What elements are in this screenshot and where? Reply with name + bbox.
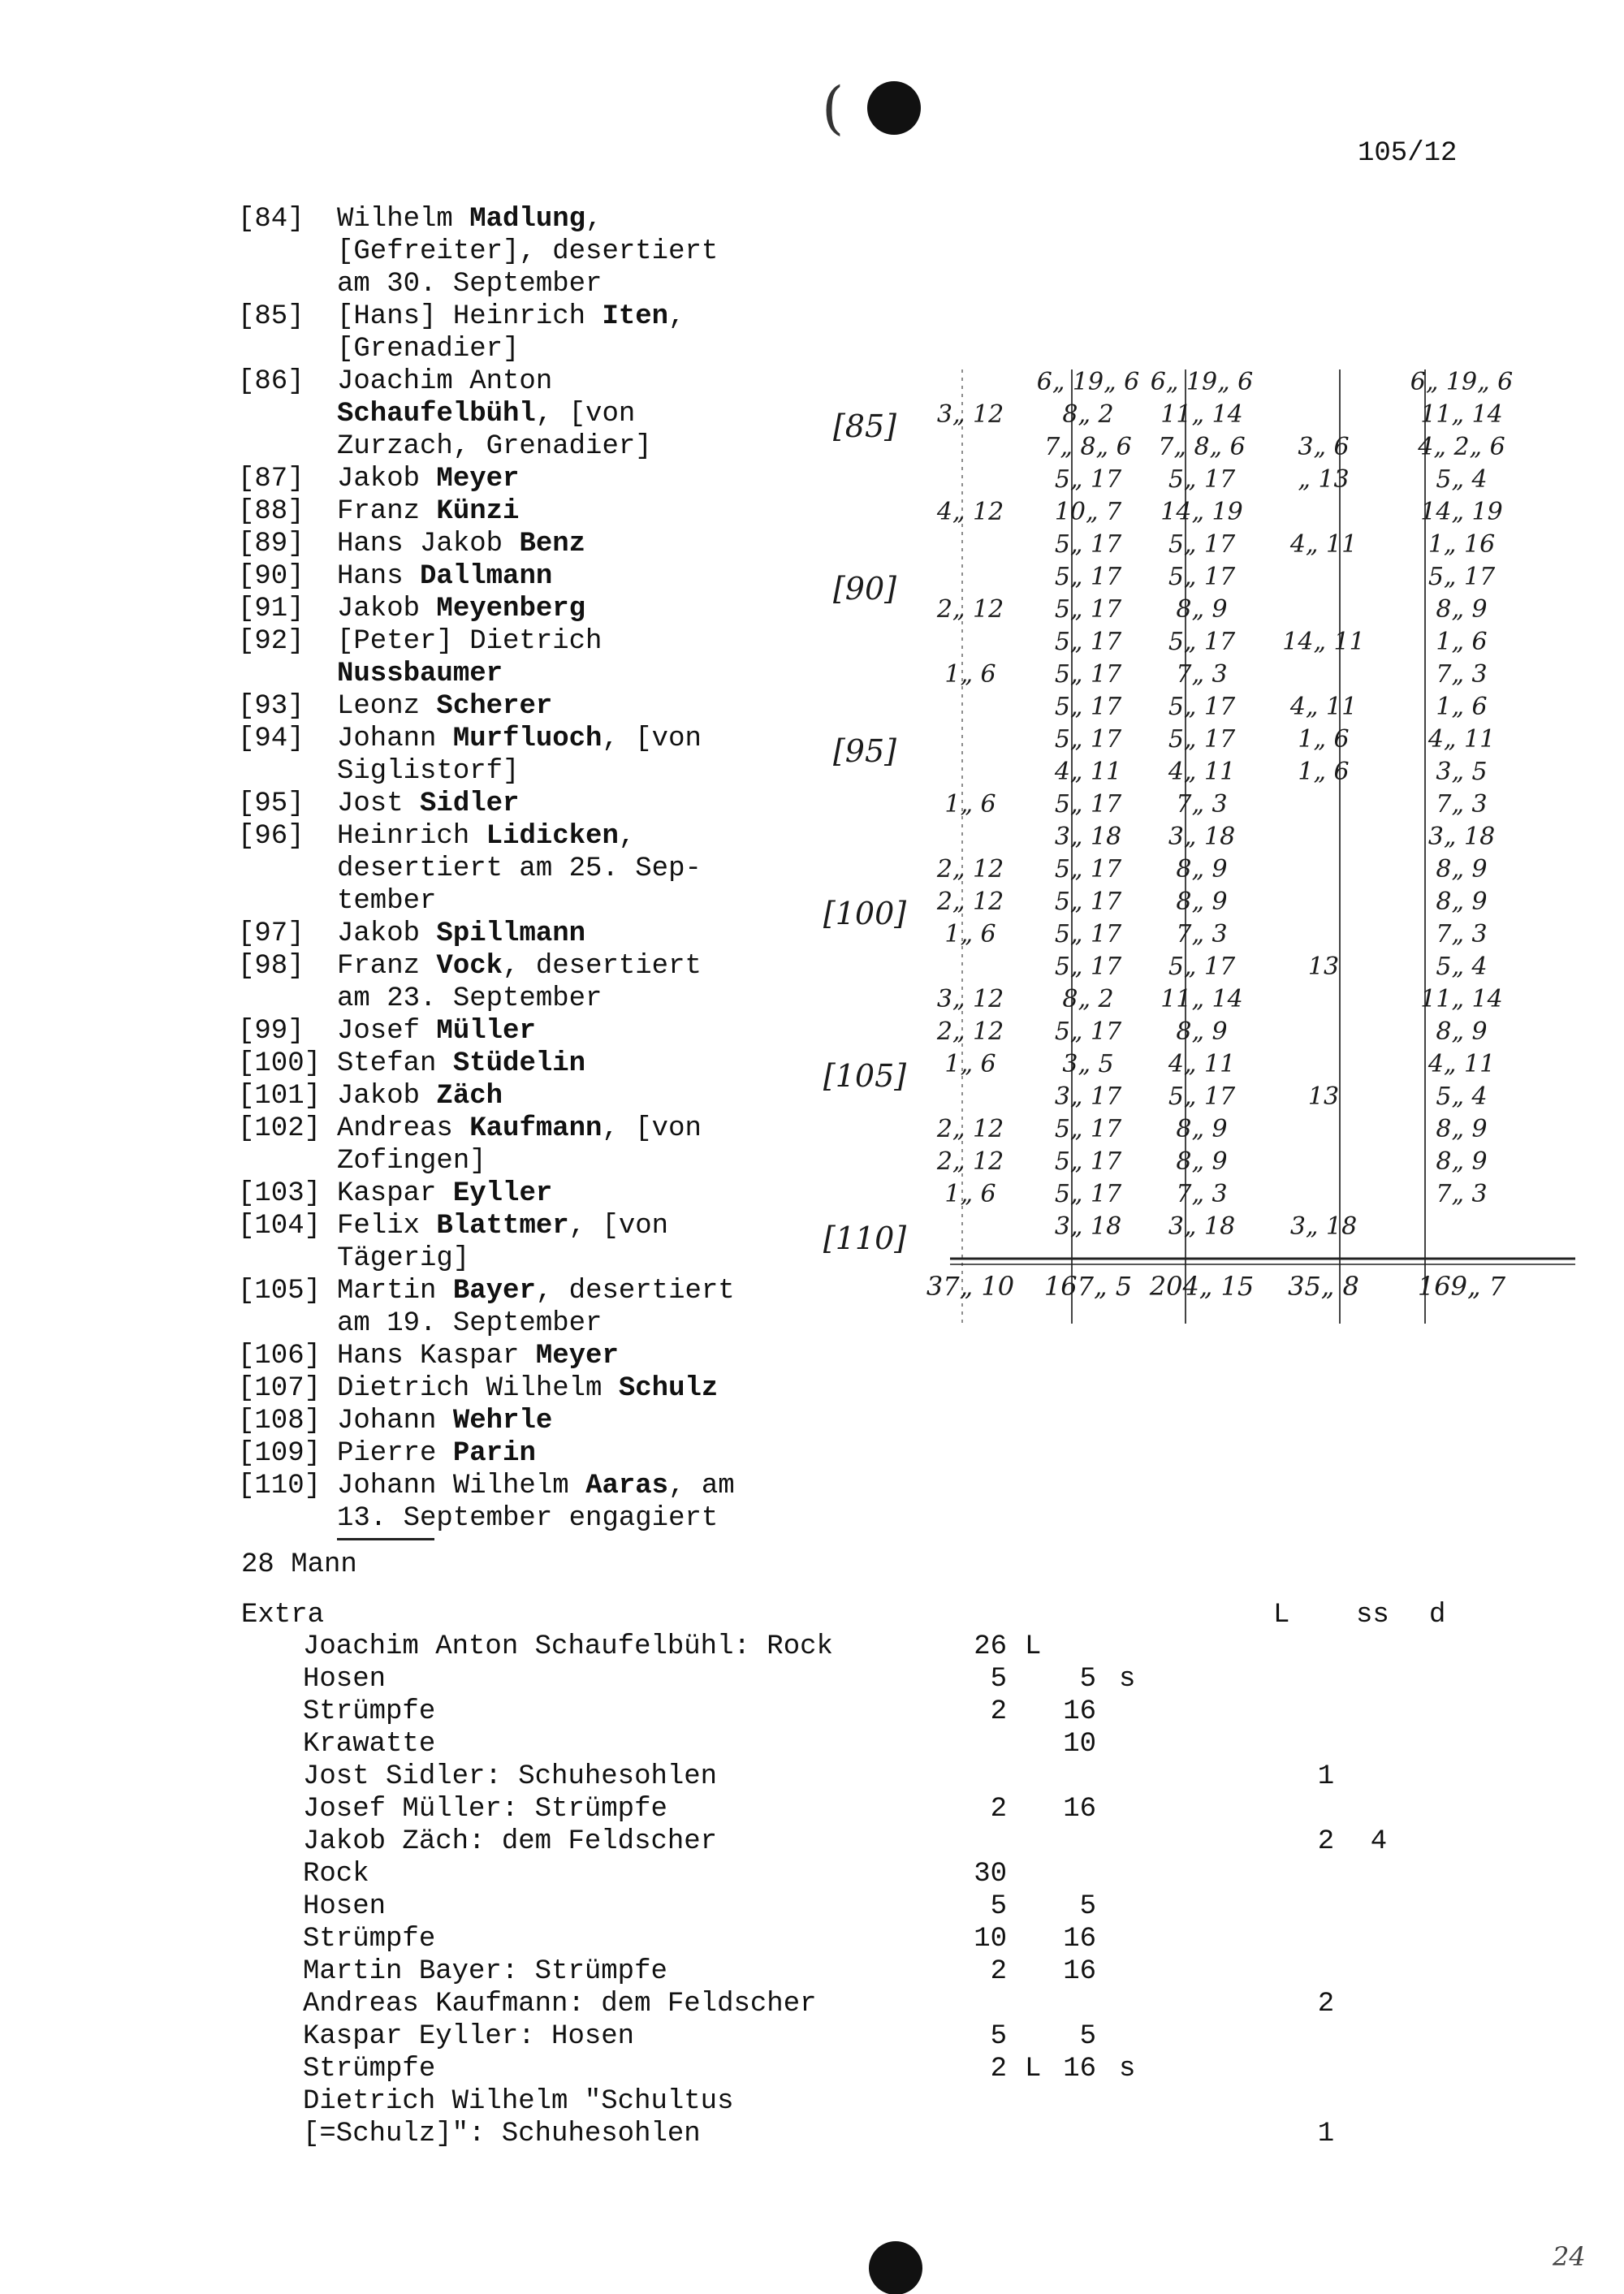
roster-line: Jakob Meyenberg <box>337 594 586 624</box>
extra-c1: 26 <box>974 1631 1007 1662</box>
ledger-cell: 1„ 6 <box>944 790 996 819</box>
roster-line: am 23. September <box>337 983 603 1014</box>
ledger-cell: 8„ 9 <box>1436 1017 1488 1046</box>
roster-number: [92] <box>238 626 304 657</box>
roster-entry <box>238 1470 936 1535</box>
ledger-cell: 1„ 6 <box>1298 725 1350 754</box>
roster-line: Jakob Meyer <box>337 464 520 495</box>
extra-d1: 1 <box>1317 1761 1335 1792</box>
roster-line: desertiert am 25. Sep- <box>337 853 702 884</box>
extra-label: Hosen <box>303 1664 387 1695</box>
extra-row <box>0 1663 1624 1696</box>
ledger-cell: 3„ 18 <box>1168 823 1236 851</box>
extra-label: Joachim Anton Schaufelbühl: Rock <box>303 1631 833 1662</box>
ledger-cell: 2„ 12 <box>936 1115 1004 1143</box>
ledger-cell: 4„ 12 <box>936 498 1004 526</box>
roster-line: Hans Dallmann <box>337 561 553 592</box>
ledger-total: 35„ 8 <box>1288 1271 1359 1302</box>
ledger-cell: 5„ 17 <box>1168 530 1236 559</box>
extra-label: Andreas Kaufmann: dem Feldscher <box>303 1989 817 2020</box>
ledger-cell: 8„ 2 <box>1062 985 1114 1013</box>
ledger-cell: 5„ 17 <box>1427 563 1496 591</box>
ledger-cell: 2„ 12 <box>936 888 1004 916</box>
corner-note: 24 <box>1553 2241 1586 2272</box>
roster-line: Pierre Parin <box>337 1438 536 1469</box>
ledger-cell: 1„ 6 <box>944 660 996 689</box>
ledger-total: 204„ 15 <box>1149 1271 1255 1302</box>
roster-line: [Grenadier] <box>337 334 520 365</box>
ledger-cell: 3„ 5 <box>1436 758 1488 786</box>
roster-number: [87] <box>238 464 304 495</box>
extra-row <box>0 2085 1624 2118</box>
roster-entry <box>238 1340 936 1372</box>
ledger-cell: 14„ 19 <box>1160 498 1243 526</box>
ledger-cell: 7„ 8„ 6 <box>1158 433 1246 461</box>
extra-d2: 4 <box>1370 1826 1388 1857</box>
extra-c1: 5 <box>990 1891 1007 1922</box>
ledger-cell: 2„ 12 <box>936 855 1004 883</box>
roster-entry <box>238 300 936 365</box>
roster-line: Jakob Spillmann <box>337 918 586 949</box>
ledger-cell: 5„ 17 <box>1054 1115 1122 1143</box>
roster-line: Tägerig] <box>337 1243 470 1274</box>
roster-line: Martin Bayer, desertiert <box>337 1276 735 1307</box>
ledger-cell: 4„ 11 <box>1289 530 1358 559</box>
ledger-cell: 5„ 17 <box>1054 465 1122 494</box>
ledger-cell: 8„ 9 <box>1176 1147 1228 1176</box>
extra-d1: 1 <box>1317 2119 1335 2149</box>
ledger-cell: 4„ 11 <box>1168 758 1236 786</box>
ledger-total: 169„ 7 <box>1417 1271 1506 1302</box>
roster-line: am 19. September <box>337 1308 603 1339</box>
roster-number: [86] <box>238 366 304 397</box>
ledger-cell: 6„ 19„ 6 <box>1410 368 1514 396</box>
roster-number: [95] <box>238 788 304 819</box>
extra-c1: 2 <box>990 2054 1007 2084</box>
extra-label: Strümpfe <box>303 2054 436 2084</box>
header-pounds: L <box>1273 1600 1290 1631</box>
roster-number: [93] <box>238 691 304 722</box>
ledger-cell: 4„ 11 <box>1054 758 1122 786</box>
extra-label: Josef Müller: Strümpfe <box>303 1794 667 1825</box>
ledger-cell: 5„ 17 <box>1054 920 1122 948</box>
ledger-cell: 1„ 6 <box>1436 693 1488 721</box>
roster-line: 13. September engagiert <box>337 1503 719 1534</box>
roster-number: [90] <box>238 561 304 592</box>
ledger-cell: 8„ 9 <box>1176 1017 1228 1046</box>
extra-label: Martin Bayer: Strümpfe <box>303 1956 667 1987</box>
ledger-marker: [95] <box>832 733 897 769</box>
roster-number: [96] <box>238 821 304 852</box>
extra-label: Strümpfe <box>303 1696 436 1727</box>
ledger-cell: 2„ 12 <box>936 1017 1004 1046</box>
header-schillings: ss <box>1356 1600 1389 1631</box>
roster-number: [85] <box>238 301 304 332</box>
extra-c1: 2 <box>990 1956 1007 1987</box>
extra-row <box>0 1988 1624 2020</box>
ledger-cell: 5„ 17 <box>1054 530 1122 559</box>
extra-c2: 5 <box>1079 1664 1096 1695</box>
roster-line: Nussbaumer <box>337 659 503 689</box>
ledger-cell: 5„ 17 <box>1054 888 1122 916</box>
ledger-cell: 5„ 17 <box>1168 693 1236 721</box>
ledger-cell: 1„ 6 <box>1298 758 1350 786</box>
ledger-cell: 3„ 12 <box>936 985 1004 1013</box>
ledger-cell: 5„ 17 <box>1054 628 1122 656</box>
extra-u1: L <box>1025 2054 1042 2084</box>
extra-c2: 10 <box>1063 1729 1096 1760</box>
ledger-cell: 7„ 3 <box>1176 920 1228 948</box>
roster-number: [110] <box>238 1471 322 1501</box>
roster-number: [108] <box>238 1406 322 1436</box>
extra-label: Kaspar Eyller: Hosen <box>303 2021 635 2052</box>
extra-u1: L <box>1025 1631 1042 1662</box>
ledger-marker: [110] <box>823 1220 907 1256</box>
ledger-cell: 5„ 17 <box>1054 855 1122 883</box>
extra-c1: 2 <box>990 1696 1007 1727</box>
ledger-cell: 1„ 6 <box>944 1180 996 1208</box>
ledger-marker: [100] <box>823 896 907 931</box>
ledger-cell: 8„ 9 <box>1436 855 1488 883</box>
roster-number: [94] <box>238 724 304 754</box>
ledger-cell: 8„ 2 <box>1062 400 1114 429</box>
extra-row <box>0 1793 1624 1825</box>
extra-label: Rock <box>303 1859 369 1890</box>
extra-d1: 2 <box>1317 1826 1335 1857</box>
roster-line: Leonz Scherer <box>337 691 553 722</box>
ledger-cell: 3„ 18 <box>1054 823 1122 851</box>
ledger-cell: 1„ 6 <box>944 1050 996 1078</box>
roster-line: Franz Vock, desertiert <box>337 951 702 982</box>
extra-c1: 10 <box>974 1924 1007 1955</box>
ledger-cell: 4„ 2„ 6 <box>1418 433 1505 461</box>
ledger-cell: 4„ 11 <box>1168 1050 1236 1078</box>
roster-line: Wilhelm Madlung, <box>337 204 603 235</box>
roster-number: [91] <box>238 594 304 624</box>
ledger-cell: 13 <box>1307 1082 1340 1111</box>
ledger-cell: 5„ 17 <box>1054 1147 1122 1176</box>
roster-line: Johann Wehrle <box>337 1406 553 1436</box>
ledger-cell: 14„ 19 <box>1420 498 1503 526</box>
extra-label: Krawatte <box>303 1729 436 1760</box>
roster-line: Siglistorf] <box>337 756 520 787</box>
ledger-cell: 3„ 18 <box>1054 1212 1122 1241</box>
extra-c2: 16 <box>1063 1696 1096 1727</box>
ledger-cell: 5„ 17 <box>1168 1082 1236 1111</box>
extra-row <box>0 1825 1624 1858</box>
extra-label: Hosen <box>303 1891 387 1922</box>
ledger-cell: 3„ 5 <box>1062 1050 1114 1078</box>
extra-row <box>0 1728 1624 1760</box>
roster-entry <box>238 1372 936 1405</box>
ledger-cell: 5„ 17 <box>1054 725 1122 754</box>
roster-line: Andreas Kaufmann, [von <box>337 1113 702 1144</box>
roster-line: Joachim Anton <box>337 366 553 397</box>
ledger-cell: 5„ 17 <box>1168 628 1236 656</box>
roster-number: [84] <box>238 204 304 235</box>
extra-c1: 2 <box>990 1794 1007 1825</box>
ledger-cell: 4„ 11 <box>1427 725 1496 754</box>
ledger-cell: 1„ 6 <box>944 920 996 948</box>
roster-number: [107] <box>238 1373 322 1404</box>
roster-line: Zurzach, Grenadier] <box>337 431 652 462</box>
ledger-cell: 5„ 17 <box>1054 660 1122 689</box>
ledger-total: 37„ 10 <box>926 1271 1015 1302</box>
roster-number: [98] <box>238 951 304 982</box>
ledger-cell: 5„ 17 <box>1168 563 1236 591</box>
ledger-marker: [90] <box>832 571 897 607</box>
extra-row <box>0 2118 1624 2150</box>
ledger-cell: 4„ 11 <box>1427 1050 1496 1078</box>
ledger-cell: 5„ 17 <box>1168 465 1236 494</box>
handwritten-ledger <box>820 357 1600 1332</box>
roster-divider <box>337 1538 434 1540</box>
extra-title: Extra <box>241 1600 325 1631</box>
extra-row <box>0 1890 1624 1923</box>
roster-number: [103] <box>238 1178 322 1209</box>
roster-line: Schaufelbühl, [von <box>337 399 636 430</box>
ledger-marker: [105] <box>823 1058 907 1094</box>
ledger-cell: 5„ 17 <box>1168 725 1236 754</box>
ledger-cell: 7„ 3 <box>1436 790 1488 819</box>
roster-number: [89] <box>238 529 304 559</box>
ledger-cell: 5„ 17 <box>1054 563 1122 591</box>
page-number: 105/12 <box>1358 138 1458 169</box>
ledger-cell: 8„ 9 <box>1436 1115 1488 1143</box>
ledger-cell: 6„ 19„ 6 <box>1036 368 1140 396</box>
ledger-cell: 5„ 17 <box>1054 693 1122 721</box>
ledger-cell: 4„ 11 <box>1289 693 1358 721</box>
ledger-cell: 3„ 18 <box>1168 1212 1236 1241</box>
roster-line: Stefan Stüdelin <box>337 1048 586 1079</box>
roster-line: Heinrich Lidicken, <box>337 821 636 852</box>
punch-hole-bottom <box>869 2241 922 2294</box>
extra-c2: 5 <box>1079 2021 1096 2052</box>
ledger-svg <box>820 357 1600 1332</box>
ledger-cell: 5„ 17 <box>1054 953 1122 981</box>
extra-u2: s <box>1119 1664 1136 1695</box>
ledger-cell: 8„ 9 <box>1176 855 1228 883</box>
header-pence: d <box>1429 1600 1446 1631</box>
ledger-cell: 10„ 7 <box>1054 498 1122 526</box>
total-count: 28 Mann <box>241 1549 357 1580</box>
ledger-cell: 3„ 18 <box>1427 823 1496 851</box>
ledger-cell: 5„ 4 <box>1436 953 1488 981</box>
ledger-cell: 8„ 9 <box>1176 595 1228 624</box>
extra-u2: s <box>1119 2054 1136 2084</box>
roster-entry <box>238 203 936 300</box>
extra-label: [=Schulz]": Schuhesohlen <box>303 2119 701 2149</box>
extra-d1: 2 <box>1317 1989 1335 2020</box>
extra-row <box>0 2020 1624 2053</box>
extra-label: Dietrich Wilhelm "Schultus <box>303 2086 734 2117</box>
ledger-cell: 1„ 6 <box>1436 628 1488 656</box>
ledger-cell: 5„ 17 <box>1168 953 1236 981</box>
roster-number: [99] <box>238 1016 304 1047</box>
roster-line: am 30. September <box>337 269 603 300</box>
ledger-cell: 7„ 8„ 6 <box>1044 433 1132 461</box>
roster-entry <box>238 1405 936 1437</box>
roster-line: [Peter] Dietrich <box>337 626 603 657</box>
extra-c2: 16 <box>1063 1794 1096 1825</box>
extra-c2: 5 <box>1079 1891 1096 1922</box>
ledger-cell: 7„ 3 <box>1436 1180 1488 1208</box>
extra-row <box>0 1955 1624 1988</box>
ledger-cell: 11„ 14 <box>1420 400 1503 429</box>
ledger-cell: 5„ 17 <box>1054 1017 1122 1046</box>
extra-row <box>0 1696 1624 1728</box>
extra-row <box>0 1760 1624 1793</box>
ledger-cell: 3„ 12 <box>936 400 1004 429</box>
roster-number: [106] <box>238 1341 322 1372</box>
extra-c1: 5 <box>990 1664 1007 1695</box>
ledger-cell: 8„ 9 <box>1176 1115 1228 1143</box>
roster-number: [109] <box>238 1438 322 1469</box>
ledger-cell: 14„ 11 <box>1282 628 1365 656</box>
roster-line: Jost Sidler <box>337 788 520 819</box>
extra-c2: 16 <box>1063 1924 1096 1955</box>
extra-c2: 16 <box>1063 2054 1096 2084</box>
extra-expense-list <box>0 1631 1624 2150</box>
ledger-cell: 3„ 6 <box>1298 433 1350 461</box>
ledger-cell: 1„ 16 <box>1427 530 1496 559</box>
ledger-cell: 11„ 14 <box>1420 985 1503 1013</box>
roster-line: [Hans] Heinrich Iten, <box>337 301 685 332</box>
roster-number: [102] <box>238 1113 322 1144</box>
ledger-cell: 7„ 3 <box>1176 1180 1228 1208</box>
roster-line: [Gefreiter], desertiert <box>337 236 719 267</box>
ledger-cell: 5„ 4 <box>1436 1082 1488 1111</box>
ledger-cell: 8„ 9 <box>1436 595 1488 624</box>
roster-line: Dietrich Wilhelm Schulz <box>337 1373 719 1404</box>
roster-line: Franz Künzi <box>337 496 520 527</box>
extra-label: Jakob Zäch: dem Feldscher <box>303 1826 718 1857</box>
roster-line: Hans Jakob Benz <box>337 529 586 559</box>
ledger-cell: „ 13 <box>1298 465 1350 494</box>
extra-row <box>0 1858 1624 1890</box>
ledger-cell: 7„ 3 <box>1176 790 1228 819</box>
ledger-cell: 5„ 17 <box>1054 595 1122 624</box>
ledger-cell: 3„ 18 <box>1289 1212 1358 1241</box>
extra-c2: 16 <box>1063 1956 1096 1987</box>
roster-line: Zofingen] <box>337 1146 486 1177</box>
ledger-cell: 11„ 14 <box>1160 985 1243 1013</box>
roster-line: Kaspar Eyller <box>337 1178 553 1209</box>
roster-line: Josef Müller <box>337 1016 536 1047</box>
ledger-cell: 8„ 9 <box>1436 888 1488 916</box>
extra-c1: 30 <box>974 1859 1007 1890</box>
ledger-cell: 6„ 19„ 6 <box>1150 368 1254 396</box>
extra-label: Jost Sidler: Schuhesohlen <box>303 1761 718 1792</box>
roster-line: Hans Kaspar Meyer <box>337 1341 619 1372</box>
ledger-cell: 2„ 12 <box>936 595 1004 624</box>
ledger-cell: 5„ 17 <box>1054 790 1122 819</box>
ledger-cell: 7„ 3 <box>1436 660 1488 689</box>
ledger-cell: 3„ 17 <box>1054 1082 1122 1111</box>
roster-number: [88] <box>238 496 304 527</box>
ledger-cell: 5„ 17 <box>1054 1180 1122 1208</box>
ledger-cell: 11„ 14 <box>1160 400 1243 429</box>
extra-c1: 5 <box>990 2021 1007 2052</box>
ledger-cell: 7„ 3 <box>1436 920 1488 948</box>
ledger-cell: 2„ 12 <box>936 1147 1004 1176</box>
punch-hole-bracket: ( <box>822 75 844 141</box>
extra-row <box>0 1631 1624 1663</box>
roster-number: [97] <box>238 918 304 949</box>
ledger-cell: 13 <box>1307 953 1340 981</box>
ledger-total: 167„ 5 <box>1043 1271 1133 1302</box>
ledger-cell: 8„ 9 <box>1176 888 1228 916</box>
ledger-cell: 7„ 3 <box>1176 660 1228 689</box>
extra-row <box>0 1923 1624 1955</box>
ledger-marker: [85] <box>832 408 897 444</box>
extra-row <box>0 2053 1624 2085</box>
roster-number: [104] <box>238 1211 322 1242</box>
roster-entry <box>238 1437 936 1470</box>
ledger-cell: 5„ 4 <box>1436 465 1488 494</box>
roster-line: Johann Wilhelm Aaras, am <box>337 1471 735 1501</box>
extra-label: Strümpfe <box>303 1924 436 1955</box>
roster-number: [100] <box>238 1048 322 1079</box>
roster-line: Felix Blattmer, [von <box>337 1211 669 1242</box>
roster-number: [101] <box>238 1081 322 1112</box>
roster-line: Jakob Zäch <box>337 1081 503 1112</box>
roster-number: [105] <box>238 1276 322 1307</box>
ledger-cell: 8„ 9 <box>1436 1147 1488 1176</box>
punch-hole-top <box>867 81 921 135</box>
roster-line: Johann Murfluoch, [von <box>337 724 702 754</box>
roster-line: tember <box>337 886 437 917</box>
